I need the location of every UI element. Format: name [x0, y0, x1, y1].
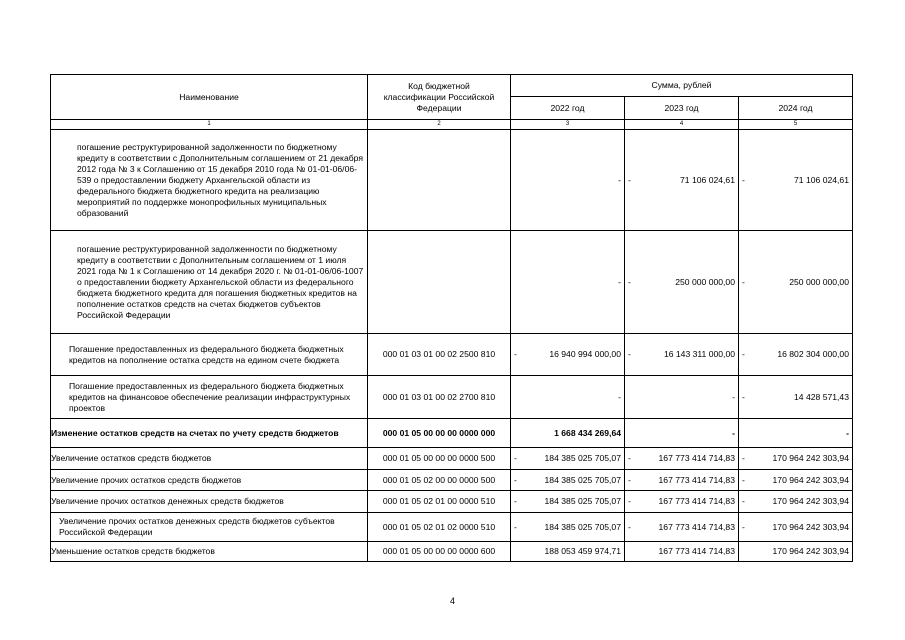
value-2022 [511, 334, 625, 376]
table-row [51, 491, 853, 513]
minus-sign: - [514, 349, 517, 359]
amount: 1 668 434 269,64 [554, 427, 621, 438]
amount: 16 940 994 000,00 [549, 349, 621, 359]
value-2022 [511, 231, 625, 334]
value-2023 [625, 231, 739, 334]
page-number: 4 [449, 596, 455, 606]
value-2022 [511, 448, 625, 470]
table-row [51, 231, 853, 334]
minus-sign: - [628, 453, 631, 463]
minus-sign: - [628, 496, 631, 506]
row-name: погашение реструктурированной задолженности по бюджетному кредиту в соответствии с Дополнительным соглашением от 21 декабря 2012 года № 3 к Соглашению от 15 декабря 2010 года № 01-01-06/06-539 о предоставлении бюджету Архангельской области из федерального бюджета бюджетного кредита на реализацию мероприятий по поддержке монопрофильных муниципальных образований [51, 130, 368, 231]
value-2024 [739, 334, 853, 376]
value-2022 [511, 376, 625, 419]
minus-sign: - [628, 174, 631, 185]
header-year-2022: 2022 год [511, 97, 625, 120]
minus-sign: - [514, 496, 517, 506]
table-row [51, 130, 853, 231]
table-row [51, 513, 853, 542]
column-number: 4 [625, 120, 739, 130]
amount: - [618, 174, 621, 185]
value-2024 [739, 542, 853, 562]
row-code: 000 01 05 02 01 00 0000 510 [368, 491, 511, 513]
amount: 167 773 414 714,83 [658, 453, 735, 463]
header-sum: Сумма, рублей [511, 75, 853, 97]
amount: 184 385 025 705,07 [544, 496, 621, 506]
minus-sign: - [742, 391, 745, 402]
amount: 71 106 024,61 [794, 174, 849, 185]
amount: - [618, 391, 621, 402]
value-2024 [739, 491, 853, 513]
column-number: 5 [739, 120, 853, 130]
minus-sign: - [742, 521, 745, 532]
minus-sign: - [514, 474, 517, 485]
minus-sign: - [742, 174, 745, 185]
row-name: Увеличение прочих остатков средств бюджетов [51, 470, 368, 491]
value-2024 [739, 376, 853, 419]
column-number: 3 [511, 120, 625, 130]
value-2024 [739, 470, 853, 491]
column-number-row [51, 120, 853, 130]
value-2023 [625, 448, 739, 470]
header-year-2024: 2024 год [739, 97, 853, 120]
amount: 250 000 000,00 [675, 276, 735, 287]
amount: 188 053 459 974,71 [544, 546, 621, 556]
minus-sign: - [514, 521, 517, 532]
value-2023 [625, 419, 739, 448]
row-code: 000 01 05 02 00 00 0000 500 [368, 470, 511, 491]
value-2022 [511, 542, 625, 562]
minus-sign: - [742, 474, 745, 485]
budget-sources-table [50, 74, 853, 562]
row-code: 000 01 05 00 00 00 0000 600 [368, 542, 511, 562]
amount: 167 773 414 714,83 [658, 546, 735, 556]
row-name: погашение реструктурированной задолженности по бюджетному кредиту в соответствии с Дополнительным соглашением от 1 июля 2021 года № 1 к Соглашению от 14 декабря 2020 г. № 01-01-06/06-1007 о предоставлении бюджету Архангельской области из федерального бюджета бюджетного кредита для погашения бюджетных кредитов на пополнение остатков средств на счетах бюджетов субъектов Российской Федерации [51, 231, 368, 334]
table-row [51, 470, 853, 491]
value-2023 [625, 491, 739, 513]
row-name: Увеличение прочих остатков денежных средств бюджетов субъектов Российской Федерации [51, 513, 368, 542]
row-code: 000 01 03 01 00 02 2700 810 [368, 376, 511, 419]
header-row-top [51, 75, 853, 97]
row-name: Погашение предоставленных из федерального бюджета бюджетных кредитов на финансовое обеспечение реализации инфраструктурных проектов [51, 376, 368, 419]
value-2024 [739, 231, 853, 334]
column-number: 2 [368, 120, 511, 130]
amount: 170 964 242 303,94 [772, 546, 849, 556]
amount: 184 385 025 705,07 [544, 453, 621, 463]
value-2024 [739, 513, 853, 542]
minus-sign: - [628, 474, 631, 485]
table-row [51, 542, 853, 562]
amount: 184 385 025 705,07 [544, 521, 621, 532]
row-code [368, 231, 511, 334]
value-2024 [739, 419, 853, 448]
row-name: Погашение предоставленных из федерального бюджета бюджетных кредитов на пополнение остатка средств на едином счете бюджета [51, 334, 368, 376]
row-code [368, 130, 511, 231]
row-name: Изменение остатков средств на счетах по учету средств бюджетов [51, 419, 368, 448]
table-row [51, 376, 853, 419]
table-row [51, 448, 853, 470]
minus-sign: - [628, 349, 631, 359]
header-code: Код бюджетной классификации Российской Федерации [368, 75, 511, 120]
value-2023 [625, 542, 739, 562]
row-name: Увеличение прочих остатков денежных средств бюджетов [51, 491, 368, 513]
value-2022 [511, 491, 625, 513]
value-2022 [511, 470, 625, 491]
amount: - [618, 276, 621, 287]
row-name: Уменьшение остатков средств бюджетов [51, 542, 368, 562]
header-year-2023: 2023 год [625, 97, 739, 120]
amount: 250 000 000,00 [789, 276, 849, 287]
amount: 16 143 311 000,00 [663, 349, 735, 359]
minus-sign: - [742, 453, 745, 463]
row-code: 000 01 03 01 00 02 2500 810 [368, 334, 511, 376]
minus-sign: - [742, 349, 745, 359]
amount: - [846, 427, 849, 438]
table-row [51, 419, 853, 448]
minus-sign: - [514, 453, 517, 463]
amount: 170 964 242 303,94 [772, 521, 849, 532]
value-2024 [739, 448, 853, 470]
amount: - [732, 427, 735, 438]
value-2023 [625, 130, 739, 231]
column-number: 1 [51, 120, 368, 130]
amount: 16 802 304 000,00 [777, 349, 849, 359]
amount: 170 964 242 303,94 [772, 453, 849, 463]
value-2022 [511, 513, 625, 542]
amount: 170 964 242 303,94 [772, 496, 849, 506]
amount: - [732, 391, 735, 402]
amount: 170 964 242 303,94 [772, 474, 849, 485]
amount: 184 385 025 705,07 [544, 474, 621, 485]
minus-sign: - [742, 496, 745, 506]
amount: 167 773 414 714,83 [658, 496, 735, 506]
amount: 71 106 024,61 [680, 174, 735, 185]
minus-sign: - [628, 276, 631, 287]
header-name: Наименование [51, 75, 368, 120]
row-code: 000 01 05 02 01 02 0000 510 [368, 513, 511, 542]
amount: 14 428 571,43 [794, 391, 849, 402]
value-2023 [625, 376, 739, 419]
row-code: 000 01 05 00 00 00 0000 000 [368, 419, 511, 448]
table-row [51, 334, 853, 376]
row-name: Увеличение остатков средств бюджетов [51, 448, 368, 470]
value-2023 [625, 513, 739, 542]
value-2023 [625, 470, 739, 491]
value-2024 [739, 130, 853, 231]
amount: 167 773 414 714,83 [658, 474, 735, 485]
row-code: 000 01 05 00 00 00 0000 500 [368, 448, 511, 470]
value-2023 [625, 334, 739, 376]
minus-sign: - [628, 521, 631, 532]
minus-sign: - [742, 276, 745, 287]
value-2022 [511, 419, 625, 448]
value-2022 [511, 130, 625, 231]
amount: 167 773 414 714,83 [658, 521, 735, 532]
